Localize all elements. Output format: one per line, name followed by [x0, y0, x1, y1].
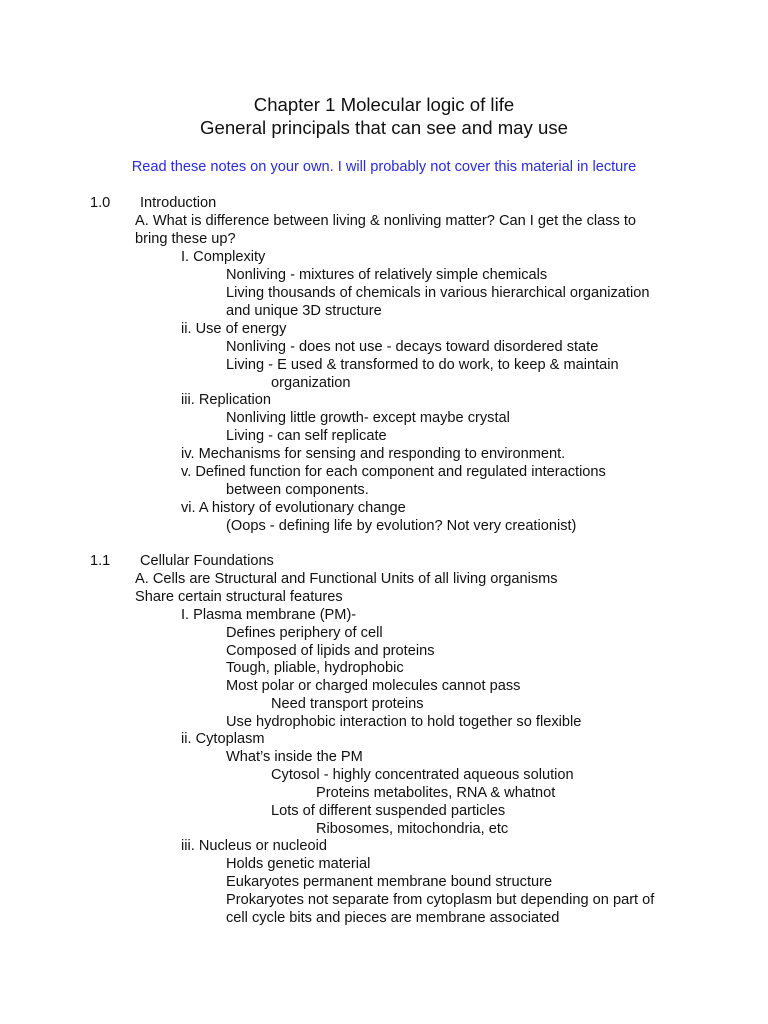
outline-line: Proteins metabolites, RNA & whatnot — [316, 785, 556, 801]
outline-line: Ribosomes, mitochondria, etc — [316, 821, 509, 837]
section-title: Introduction — [140, 195, 217, 211]
outline-line: and unique 3D structure — [226, 303, 382, 319]
chapter-subtitle: General principals that can see and may use — [200, 117, 568, 138]
outline-line: Composed of lipids and proteins — [226, 643, 435, 659]
outline-line: organization — [271, 375, 351, 391]
outline-line: A. What is difference between living & nonliving matter? Can I get the class to — [135, 213, 637, 229]
outline-line: Need transport proteins — [271, 696, 424, 712]
outline-line: vi. A history of evolutionary change — [181, 500, 406, 516]
outline-line: iv. Mechanisms for sensing and responding to environment. — [181, 446, 566, 462]
outline-line: cell cycle bits and pieces are membrane associated — [226, 910, 560, 926]
section-number: 1.1 — [90, 553, 111, 569]
outline-line: A. Cells are Structural and Functional Units of all living organisms — [135, 571, 558, 587]
outline-line: iii. Replication — [181, 392, 272, 408]
outline-line: Most polar or charged molecules cannot pass — [226, 678, 521, 694]
outline-line: Lots of different suspended particles — [271, 803, 506, 819]
outline-line: ii. Cytoplasm — [181, 731, 265, 747]
outline-line: Living - can self replicate — [226, 428, 387, 444]
outline-line: Share certain structural features — [135, 589, 343, 605]
outline-line: Living thousands of chemicals in various hierarchical organization — [226, 285, 650, 301]
outline-line: between components. — [226, 482, 369, 498]
outline-line: Tough, pliable, hydrophobic — [226, 660, 404, 676]
outline-line: Holds genetic material — [226, 856, 371, 872]
section-number: 1.0 — [90, 195, 111, 211]
outline-line: Nonliving - mixtures of relatively simple chemicals — [226, 267, 548, 283]
instructor-note: Read these notes on your own. I will probably not cover this material in lecture — [131, 159, 637, 175]
outline-line: Cytosol - highly concentrated aqueous solution — [271, 767, 574, 783]
outline-line: Living - E used & transformed to do work, to keep & maintain — [226, 357, 619, 373]
outline-line: Use hydrophobic interaction to hold together so flexible — [226, 714, 582, 730]
outline-line: Eukaryotes permanent membrane bound structure — [226, 874, 553, 890]
outline-line: What’s inside the PM — [226, 749, 363, 765]
outline-line: Nonliving - does not use - decays toward disordered state — [226, 339, 599, 355]
outline-line: Defines periphery of cell — [226, 625, 383, 641]
outline-line: I. Complexity — [181, 249, 266, 265]
outline-line: Nonliving little growth- except maybe crystal — [226, 410, 510, 426]
outline-line: (Oops - defining life by evolution? Not very creationist) — [226, 518, 577, 534]
outline-line: bring these up? — [135, 231, 236, 247]
outline-line: ii. Use of energy — [181, 321, 287, 337]
outline-line: Prokaryotes not separate from cytoplasm but depending on part of — [226, 892, 655, 908]
section-title: Cellular Foundations — [140, 553, 274, 569]
chapter-title: Chapter 1 Molecular logic of life — [253, 94, 515, 115]
outline-line: I. Plasma membrane (PM)- — [181, 607, 357, 623]
outline-line: iii. Nucleus or nucleoid — [181, 838, 328, 854]
outline-line: v. Defined function for each component and regulated interactions — [181, 464, 606, 480]
